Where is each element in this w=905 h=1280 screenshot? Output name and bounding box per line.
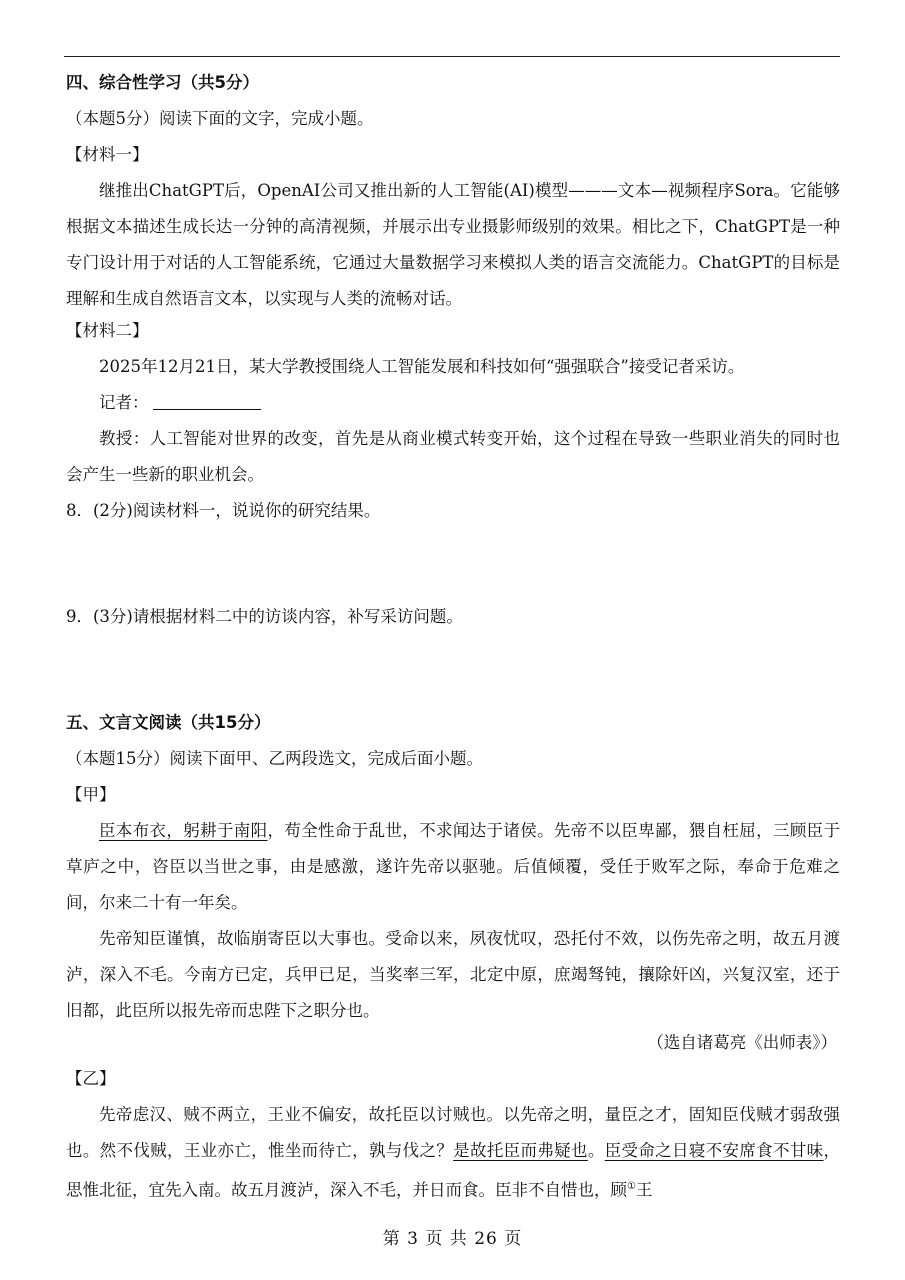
section4-intro: （本题5分）阅读下面的文字，完成小题。 — [66, 109, 374, 128]
yi-underlined-2: 臣受命之日寝不安席食不甘味 — [604, 1141, 824, 1160]
section4-title: 四、综合性学习（共5分） — [66, 73, 259, 92]
material1-text: 继推出ChatGPT后，OpenAI公司又推出新的人工智能(AI)模型———文本—视频程序Sora。它能够根据文本描述生成长达一分钟的高清视频，并展示出专业摄影师级别的效果。相比之下，ChatGPT是一种专门设计用于对话的人工智能系统，它通过大量数据学习来模拟人类的语言交流能力。ChatGPT的目标是理解和生成自然语言文本，以实现与人类的流畅对话。 — [66, 181, 840, 308]
reporter-answer-blank[interactable] — [153, 393, 261, 410]
material2-text: 2025年12月21日，某大学教授围绕人工智能发展和科技如何“强强联合”接受记者采访。 — [99, 357, 745, 376]
reporter-label: 记者： — [99, 393, 149, 412]
yi-underlined-1: 是故托臣而弗疑也 — [453, 1141, 588, 1160]
question-9: 9．(3分)请根据材料二中的访谈内容，补写采访问题。 — [66, 607, 463, 626]
section5-intro: （本题15分）阅读下面甲、乙两段选文，完成后面小题。 — [66, 749, 483, 768]
jia-paragraph-1 — [66, 813, 840, 921]
jia-paragraph-2: 先帝知臣谨慎，故临崩寄臣以大事也。受命以来，夙夜忧叹，恐托付不效，以伤先帝之明，故五月渡泸，深入不毛。今南方已定，兵甲已足，当奖率三军，北定中原，庶竭驽钝，攘除奸凶，兴复汉室，还于旧都，此臣所以报先帝而忠陛下之职分也。 — [66, 929, 840, 1020]
yi-p1-a: 先帝虑汉、贼不两立，王业不偏安，故托臣以讨贼也。以先帝之明，量臣之才，固知臣伐贼才弱敌强也。然不伐贼，王业亦亡，惟坐而待亡，孰与伐之？ — [66, 1105, 840, 1160]
yi-p1-b: 。 — [587, 1141, 605, 1160]
jia-p1-rest: ，苟全性命于乱世，不求闻达于诸侯。先帝不以臣卑鄙，猥自枉屈，三顾臣于草庐之中，咨臣以当世之事，由是感激，遂许先帝以驱驰。后值倾覆，受任于败军之际，奉命于危难之间，尔来二十有一年矣。 — [66, 821, 841, 912]
top-divider — [64, 56, 840, 57]
page-footer: 第 3 页 共 26 页 — [382, 1229, 523, 1249]
jia-label: 【甲】 — [66, 785, 116, 804]
yi-label: 【乙】 — [66, 1069, 116, 1088]
jia-underlined-sentence: 臣本布衣，躬耕于南阳 — [99, 821, 268, 840]
material2-label: 【材料二】 — [66, 321, 149, 340]
yi-p1-c: ，思惟北征，宜先入南。故五月渡泸，深入不毛，并日而食。臣非不自惜也，顾 — [66, 1141, 841, 1200]
yi-p1-d: 王 — [635, 1180, 653, 1200]
material1-label: 【材料一】 — [66, 145, 149, 164]
yi-paragraph-1 — [66, 1097, 840, 1209]
footnote-marker: ① — [627, 1181, 636, 1192]
jia-source: （选自诸葛亮《出师表》） — [647, 1033, 837, 1052]
section5-title: 五、文言文阅读（共15分） — [66, 713, 271, 732]
reporter-line — [99, 392, 261, 414]
professor-text: 教授：人工智能对世界的改变，首先是从商业模式转变开始，这个过程在导致一些职业消失的同时也会产生一些新的职业机会。 — [66, 429, 840, 484]
question-8: 8．(2分)阅读材料一，说说你的研究结果。 — [66, 501, 381, 520]
